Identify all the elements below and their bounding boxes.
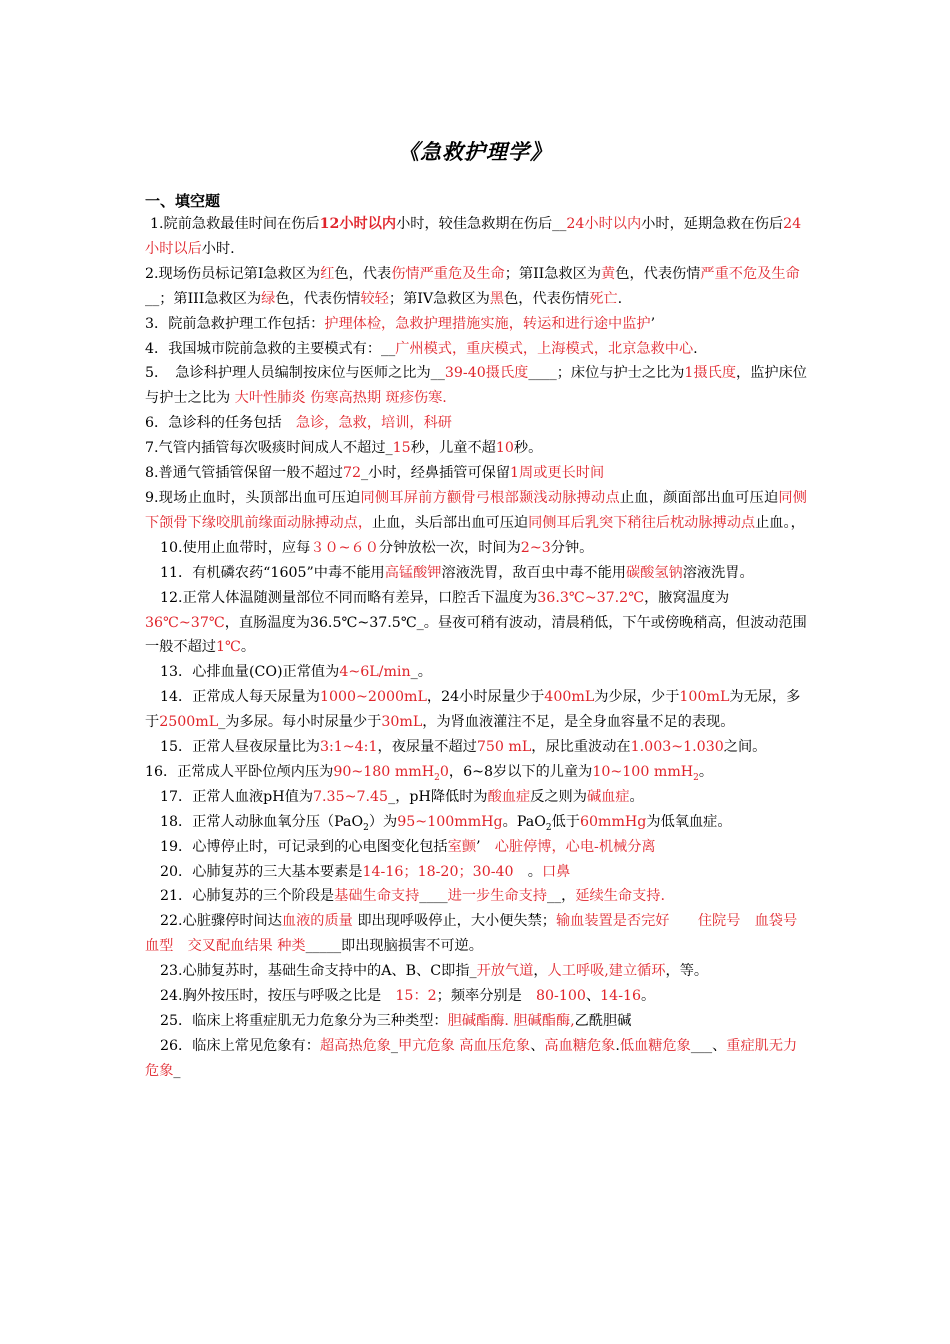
question-9: 9.现场止血时，头顶部出血可压迫同侧耳屏前方颧骨弓根部颞浅动脉搏动点止血，颜面部出血可压迫同侧下颌骨下缘咬肌前缘面动脉搏动点，止血，头后部出血可压迫同侧耳后乳突下稍往后枕动脉搏动点止血。， bbox=[145, 489, 807, 531]
question-3: 3．院前急救护理工作包括：护理体检，急救护理措施实施，转运和进行途中监护’ bbox=[145, 315, 656, 332]
question-2: 2.现场伤员标记第I急救区为红色，代表伤情严重危及生命；第II急救区为黄色，代表伤情严重不危及生命__；第III急救区为绿色，代表伤情较轻；第IV急救区为黑色，代表伤情死亡. bbox=[145, 265, 800, 307]
question-11: 11．有机磷农药“1605”中毒不能用高锰酸钾溶液洗胃，敌百虫中毒不能用碳酸氢钠溶液洗胃。 bbox=[160, 564, 754, 581]
question-15: 15．正常人昼夜尿量比为3:1~4:1，夜尿量不超过750 mL，尿比重波动在1.003~1.030之间。 bbox=[160, 739, 767, 756]
question-12: 12.正常人体温随测量部位不同而略有差异，口腔舌下温度为36.3℃~37.2℃，腋窝温度为36℃~37℃，直肠温度为36.5℃~37.5℃_。昼夜可稍有波动，清晨稍低，下午或傍晚稍高，但波动范围一般不超过1℃。 bbox=[145, 589, 807, 656]
question-10: 10.使用止血带时，应每３０~６０分钟放松一次，时间为2~3分钟。 bbox=[160, 539, 594, 556]
question-1: 1.院前急救最佳时间在伤后12小时以内小时，较佳急救期在伤后__24小时以内小时，延期急救在伤后24小时以后小时. bbox=[145, 216, 802, 257]
question-18: 18．正常人动脉血氧分压（PaO$_2$）为95~100mmHg。PaO$_2$低于60mmHg为低氧血症。 bbox=[160, 813, 732, 833]
question-16: 16．正常成人平卧位颅内压为90~180 mmH$_2$0，6~8岁以下的儿童为10~100 mmH$_2$。 bbox=[145, 763, 714, 783]
section-heading: 一、填空题 bbox=[145, 192, 221, 210]
question-list bbox=[145, 212, 812, 1084]
question-4: 4．我国城市院前急救的主要模式有：__广州模式，重庆模式，上海模式，北京急救中心. bbox=[145, 340, 698, 357]
question-14: 14．正常成人每天尿量为1000~2000mL，24小时尿量少于400mL为少尿，少于100mL为无尿，多于2500mL_为多尿。每小时尿量少于30mL，为肾血液灌注不足，是全身血容量不足的表现。 bbox=[145, 689, 801, 731]
question-5: 5． 急诊科护理人员编制按床位与医师之比为__39-40摄氏度____；床位与护士之比为1摄氏度，监护床位与护士之比为 大叶性肺炎 伤寒高热期 斑疹伤寒. bbox=[145, 365, 807, 407]
question-17: 17．正常人血液pH值为7.35~7.45_，pH降低时为酸血症反之则为碱血症。 bbox=[160, 788, 644, 805]
question-25: 25．临床上将重症肌无力危象分为三种类型：胆碱酯酶. 胆碱酯酶,乙酰胆碱 bbox=[160, 1013, 632, 1029]
question-7: 7.气管内插管每次吸痰时间成人不超过_15秒，儿童不超10秒。 bbox=[145, 440, 543, 457]
question-13: 13．心排血量(CO)正常值为4~6L/min_。 bbox=[160, 664, 432, 681]
document-title: 《急救护理学》 bbox=[398, 140, 552, 164]
question-19: 19．心博停止时，可记录到的心电图变化包括室颤’ 心脏停博，心电-机械分离 bbox=[160, 838, 656, 855]
question-24: 24.胸外按压时，按压与呼吸之比是 15：2；频率分别是 80-100、14-16。 bbox=[160, 988, 656, 1005]
question-6: 6．急诊科的任务包括 急诊，急救，培训，科研 bbox=[145, 415, 452, 432]
question-26: 26．临床上常见危象有：超高热危象_甲亢危象 高血压危象、高血糖危象.低血糖危象___、重症肌无力危象_ bbox=[145, 1037, 798, 1079]
question-21: 21．心肺复苏的三个阶段是基础生命支持____进一步生命支持__，延续生命支持. bbox=[160, 888, 665, 905]
question-20: 20．心肺复苏的三大基本要素是14-16；18-20；30-40 。口鼻 bbox=[160, 863, 571, 880]
question-23: 23.心肺复苏时，基础生命支持中的A、B、C即指_开放气道，人工呼吸,建立循环，等。 bbox=[160, 963, 709, 980]
question-22: 22.心脏骤停时间达血液的质量 即出现呼吸停止，大小便失禁；输血装置是否完好 住院号 血袋号 血型 交叉配血结果 种类_____即出现脑损害不可逆。 bbox=[145, 913, 812, 955]
question-8: 8.普通气管插管保留一般不超过72_小时，经鼻插管可保留1周或更长时间 bbox=[145, 465, 605, 482]
